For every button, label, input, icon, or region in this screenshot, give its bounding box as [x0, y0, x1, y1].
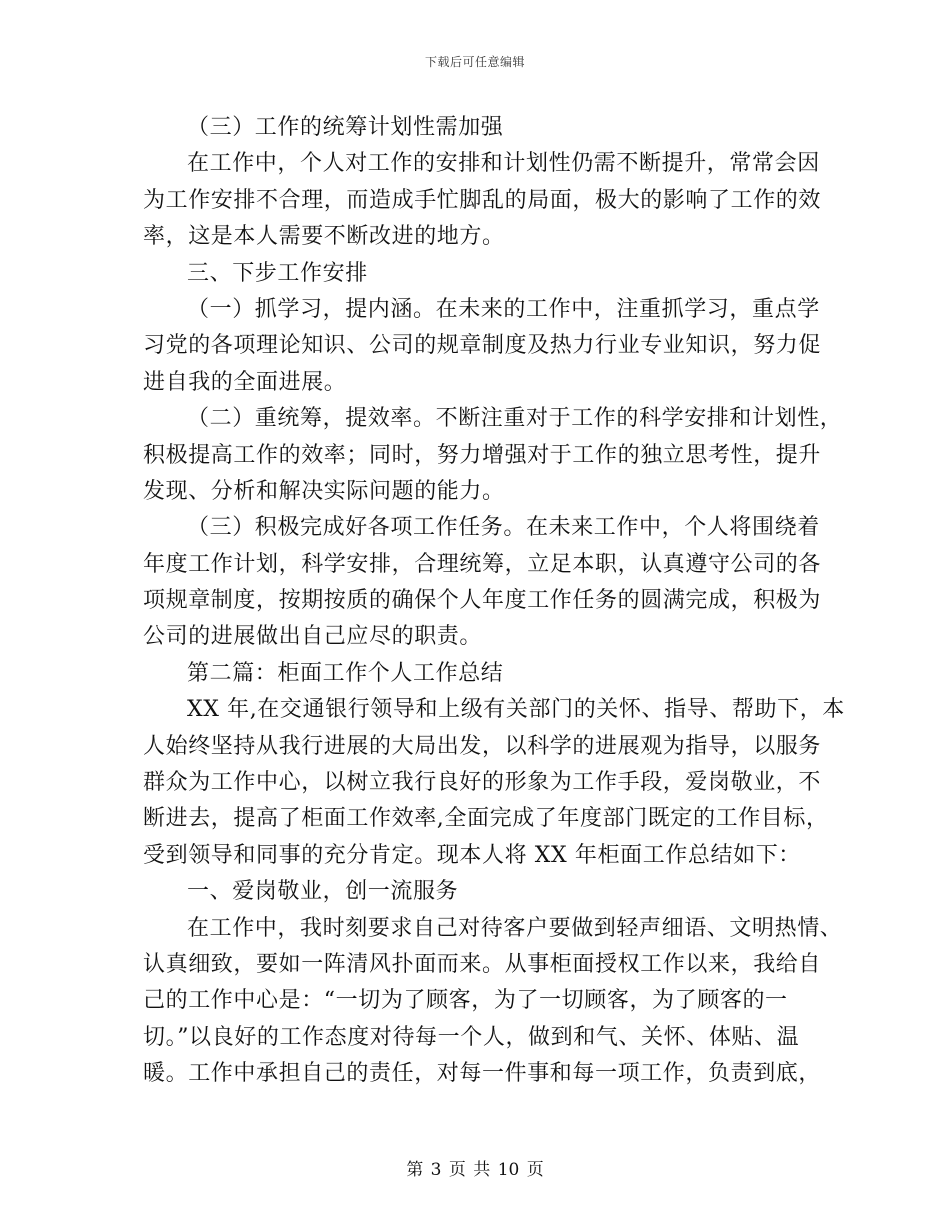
- text-line: 切。”以良好的工作态度对待每一个人，做到和气、关怀、体贴、温: [143, 1024, 800, 1050]
- text-line: 第二篇：柜面工作个人工作总结: [187, 660, 504, 686]
- text-line: 一、爱岗敬业，创一流服务: [187, 879, 459, 905]
- text-line: 断进去，提高了柜面工作效率,全面完成了年度部门既定的工作目标，: [143, 806, 829, 832]
- text-line: XX 年,在交通银行领导和上级有关部门的关怀、指导、帮助下，本: [187, 697, 845, 723]
- text-line: 习党的各项理论知识、公司的规章制度及热力行业专业知识，努力促: [143, 333, 822, 359]
- text-line: （一）抓学习，提内涵。在未来的工作中，注重抓学习，重点学: [187, 296, 820, 322]
- text-line: 三、下步工作安排: [187, 260, 368, 286]
- text-line: 进自我的全面进展。: [143, 369, 347, 395]
- text-line: 为工作安排不合理，而造成手忙脚乱的局面，极大的影响了工作的效: [143, 187, 822, 213]
- page-header-note: 下载后可任意编辑: [424, 55, 525, 69]
- text-line: 率，这是本人需要不断改进的地方。: [143, 224, 505, 250]
- text-line: 受到领导和同事的充分肯定。现本人将 XX 年柜面工作总结如下：: [143, 842, 801, 868]
- body-text: [143, 110, 845, 1093]
- text-line: 暖。工作中承担自己的责任，对每一件事和每一项工作，负责到底，: [143, 1061, 822, 1087]
- text-line: 积极提高工作的效率；同时，努力增强对于工作的独立思考性，提升: [143, 442, 822, 468]
- text-line: 人始终坚持从我行进展的大局出发，以科学的进展观为指导，以服务: [143, 733, 822, 759]
- text-line: 在工作中，我时刻要求自己对待客户要做到轻声细语、文明热情、: [187, 915, 843, 941]
- text-line: （二）重统筹，提效率。不断注重对于工作的科学安排和计划性，: [187, 406, 843, 432]
- text-line: 群众为工作中心，以树立我行良好的形象为工作手段，爱岗敬业，不: [143, 770, 822, 796]
- page-number-footer: 第 3 页 共 10 页: [406, 1160, 544, 1180]
- text-line: 认真细致，要如一阵清风扑面而来。从事柜面授权工作以来，我给自: [143, 951, 822, 977]
- text-line: 项规章制度，按期按质的确保个人年度工作任务的圆满完成，积极为: [143, 588, 822, 614]
- text-line: 在工作中，个人对工作的安排和计划性仍需不断提升，常常会因: [187, 151, 820, 177]
- text-line: 公司的进展做出自己应尽的职责。: [143, 624, 483, 650]
- text-line: （三）工作的统筹计划性需加强: [187, 115, 504, 140]
- text-line: 年度工作计划，科学安排，合理统筹，立足本职，认真遵守公司的各: [143, 551, 822, 577]
- text-line: 发现、分析和解决实际问题的能力。: [143, 478, 505, 504]
- text-line: 己的工作中心是：“一切为了顾客，为了一切顾客，为了顾客的一: [143, 988, 788, 1014]
- text-line: （三）积极完成好各项工作任务。在未来工作中，个人将围绕着: [187, 515, 820, 541]
